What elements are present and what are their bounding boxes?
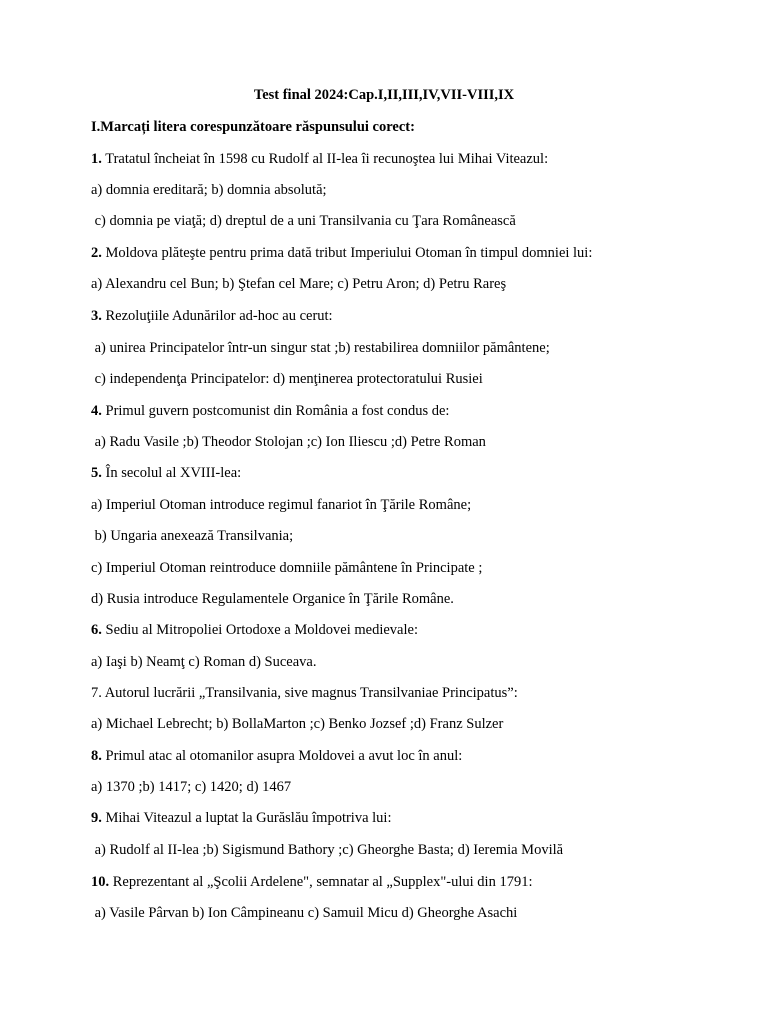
question-text: Tratatul încheiat în 1598 cu Rudolf al II-lea îi recunoştea lui Mihai Viteazul: (101, 151, 549, 167)
question-3 (91, 306, 333, 326)
question-6-option-line: a) Iaşi b) Neamţ c) Roman d) Suceava. (91, 654, 317, 670)
question-text: Primul atac al otomanilor asupra Moldovei a avut loc în anul: (101, 748, 463, 764)
question-text: Mihai Viteazul a luptat la Gurăslău împotriva lui: (101, 810, 392, 826)
question-10-option-line: a) Vasile Pârvan b) Ion Câmpineanu c) Samuil Micu d) Gheorghe Asachi (91, 905, 518, 921)
question-3-option-line: a) unirea Principatelor într-un singur stat ;b) restabilirea domniilor pământene; (91, 340, 550, 356)
question-number: 1. (91, 151, 102, 167)
question-3-option-line: c) independenţa Principatelor: d) menţinerea protectoratului Rusiei (91, 371, 483, 387)
question-5-option-line: c) Imperiul Otoman reintroduce domniile pământene în Principate ; (91, 560, 483, 576)
question-5-option-line: a) Imperiul Otoman introduce regimul fanariot în Ţările Române; (91, 497, 472, 513)
question-9 (91, 808, 391, 828)
question-number: 9. (91, 810, 102, 826)
question-1-option-line: a) domnia ereditară; b) domnia absolută; (91, 182, 327, 198)
question-text: În secolul al XVIII-lea: (101, 465, 242, 481)
question-text: Rezoluţiile Adunărilor ad-hoc au cerut: (101, 308, 333, 324)
page-title: Test final 2024:Cap.I,II,III,IV,VII-VIII,IX (253, 87, 515, 103)
question-7-option-line: a) Michael Lebrecht; b) BollaMarton ;c) Benko Jozsef ;d) Franz Sulzer (91, 716, 504, 732)
question-5 (91, 463, 241, 483)
question-7 (91, 683, 518, 703)
question-number: 4. (91, 403, 102, 419)
question-number: 3. (91, 308, 102, 324)
section-heading: I.Marcați litera corespunzătoare răspunsului corect: (91, 119, 415, 135)
question-text: Reprezentant al „Şcolii Ardelene", semnatar al „Supplex"-ului din 1791: (109, 874, 533, 890)
question-text: 7. Autorul lucrării „Transilvania, sive magnus Transilvaniae Principatus”: (91, 685, 518, 701)
question-2 (91, 243, 592, 263)
question-5-option-line: d) Rusia introduce Regulamentele Organice în Ţările Române. (91, 591, 454, 607)
question-text: Primul guvern postcomunist din România a fost condus de: (101, 403, 450, 419)
question-number: 5. (91, 465, 102, 481)
question-10 (91, 872, 532, 892)
question-number: 8. (91, 748, 102, 764)
question-text: Sediu al Mitropoliei Ortodoxe a Moldovei medievale: (101, 622, 418, 638)
question-1 (91, 149, 548, 169)
question-5-option-line: b) Ungaria anexează Transilvania; (91, 528, 294, 544)
question-8 (91, 746, 462, 766)
question-4-option-line: a) Radu Vasile ;b) Theodor Stolojan ;c) Ion Iliescu ;d) Petre Roman (91, 434, 486, 450)
question-8-option-line: a) 1370 ;b) 1417; c) 1420; d) 1467 (91, 779, 292, 795)
question-text: Moldova plăteşte pentru prima dată tribut Imperiului Otoman în timpul domniei lui: (101, 245, 593, 261)
question-number: 2. (91, 245, 102, 261)
question-6 (91, 620, 418, 640)
question-number: 10. (91, 874, 110, 890)
question-number: 6. (91, 622, 102, 638)
question-2-option-line: a) Alexandru cel Bun; b) Ştefan cel Mare; c) Petru Aron; d) Petru Rareş (91, 276, 507, 292)
question-9-option-line: a) Rudolf al II-lea ;b) Sigismund Bathory ;c) Gheorghe Basta; d) Ieremia Movilă (91, 842, 564, 858)
question-4 (91, 401, 449, 421)
question-1-option-line: c) domnia pe viaţă; d) dreptul de a uni Transilvania cu Ţara Românească (91, 213, 516, 229)
